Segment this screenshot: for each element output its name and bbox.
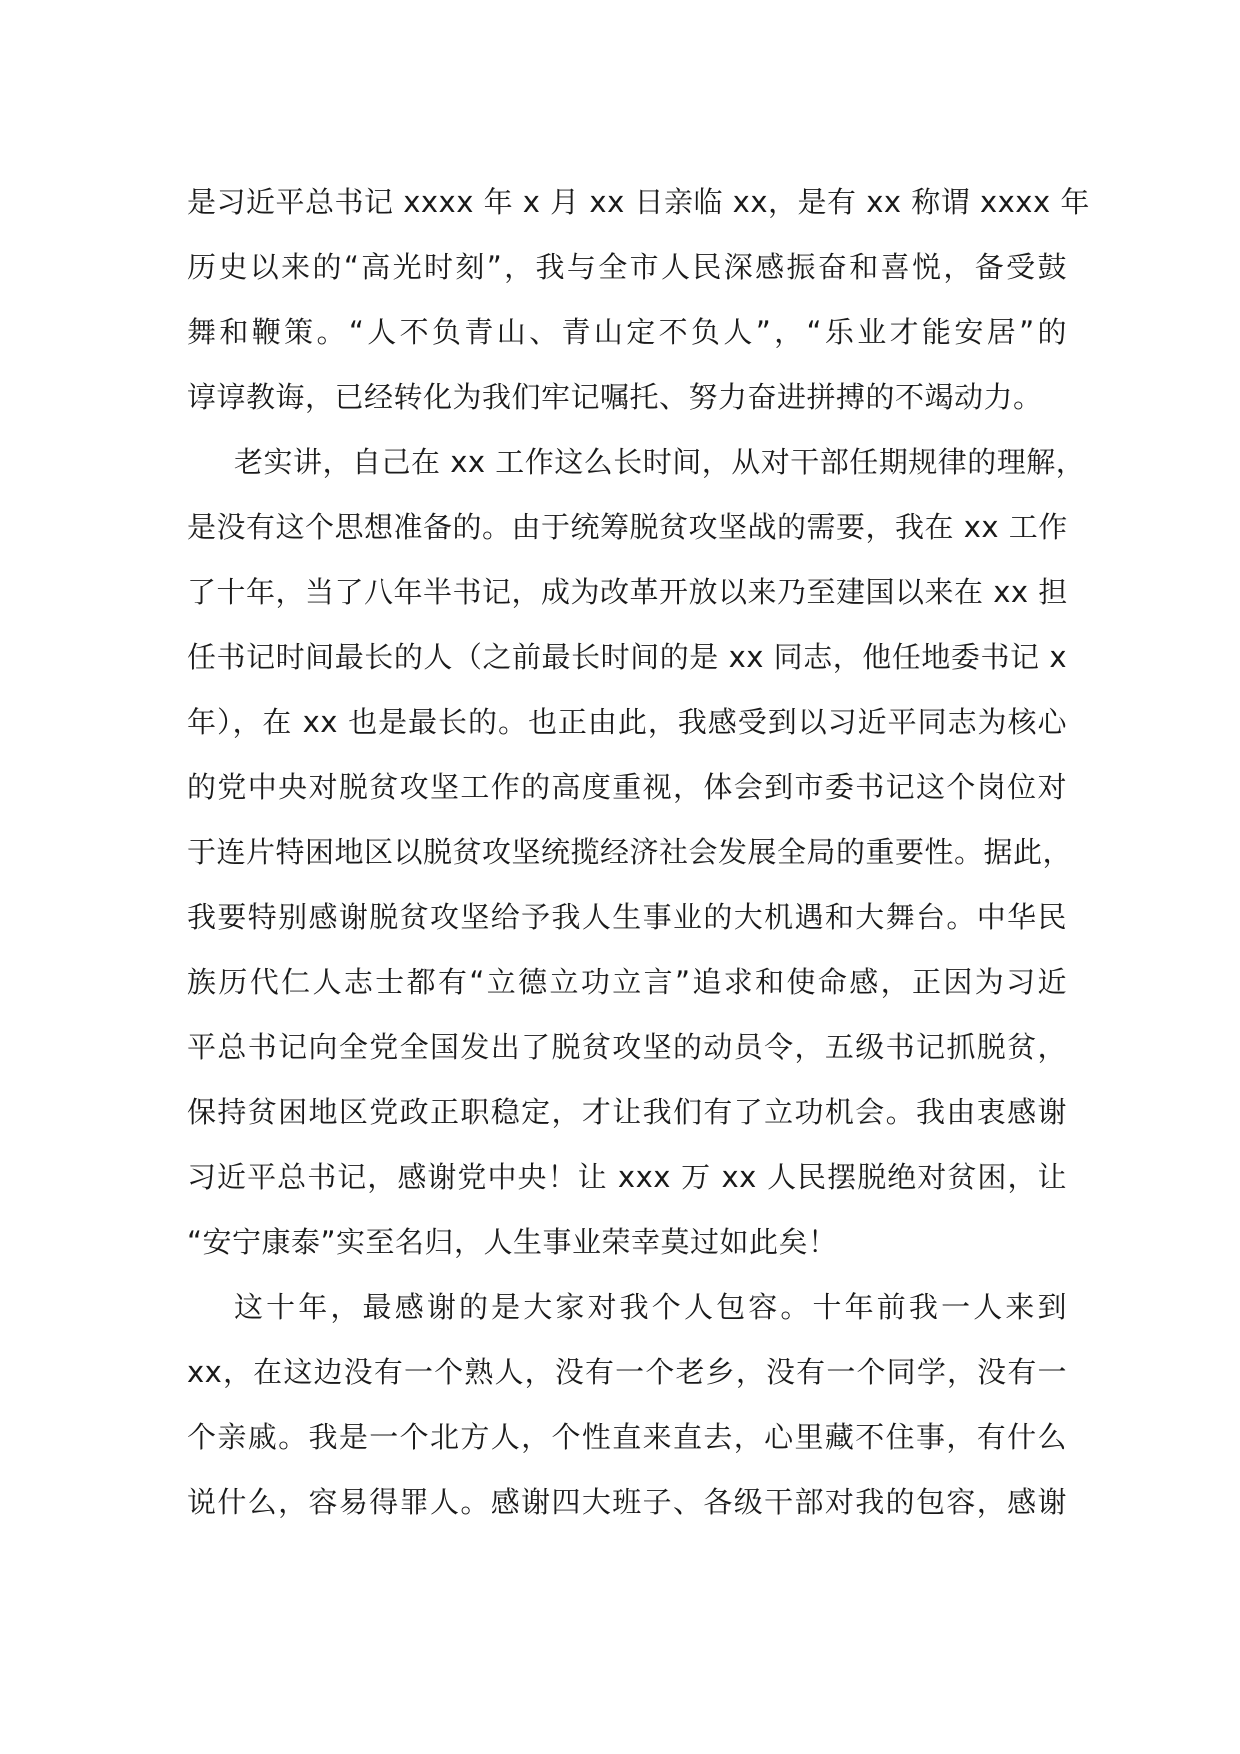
text-line: 说什么，容易得罪人。感谢四大班子、各级干部对我的包容，感谢 — [187, 1485, 1067, 1519]
text-line: 于连片特困地区以脱贫攻坚统揽经济社会发展全局的重要性。据此， — [187, 835, 1073, 869]
text-line: 保持贫困地区党政正职稳定，才让我们有了立功机会。我由衷感谢 — [187, 1095, 1067, 1129]
text-line: 我要特别感谢脱贫攻坚给予我人生事业的大机遇和大舞台。中华民 — [187, 900, 1067, 934]
text-line: 习近平总书记，感谢党中央！让 xxx 万 xx 人民摆脱绝对贫困，让 — [187, 1160, 1067, 1194]
text-line: 谆谆教诲，已经转化为我们牢记嘱托、努力奋进拼搏的不竭动力。 — [187, 380, 1043, 414]
text-line: 老实讲，自己在 xx 工作这么长时间，从对干部任期规律的理解， — [234, 445, 1086, 479]
text-line: “安宁康泰”实至名归，人生事业荣幸莫过如此矣！ — [187, 1225, 838, 1259]
text-line: 族历代仁人志士都有“立德立功立言”追求和使命感，正因为习近 — [187, 965, 1067, 999]
text-line: 年），在 xx 也是最长的。也正由此，我感受到以习近平同志为核心 — [187, 705, 1067, 739]
text-line: 平总书记向全党全国发出了脱贫攻坚的动员令，五级书记抓脱贫， — [187, 1030, 1067, 1064]
text-line: 任书记时间最长的人（之前最长时间的是 xx 同志，他任地委书记 x — [187, 640, 1067, 674]
text-line: 是没有这个思想准备的。由于统筹脱贫攻坚战的需要，我在 xx 工作 — [187, 510, 1068, 544]
paragraph — [187, 1275, 1067, 1535]
document-body — [187, 170, 1090, 1535]
text-line: 是习近平总书记 xxxx 年 x 月 xx 日亲临 xx，是有 xx 称谓 xxxx 年 — [187, 185, 1090, 219]
text-line: xx，在这边没有一个熟人，没有一个老乡，没有一个同学，没有一 — [187, 1355, 1067, 1389]
text-line: 个亲戚。我是一个北方人，个性直来直去，心里藏不住事，有什么 — [187, 1420, 1067, 1454]
text-line: 了十年，当了八年半书记，成为改革开放以来乃至建国以来在 xx 担 — [187, 575, 1068, 609]
text-line: 舞和鞭策。“人不负青山、青山定不负人”，“乐业才能安居”的 — [187, 315, 1067, 349]
text-line: 这十年，最感谢的是大家对我个人包容。十年前我一人来到 — [234, 1290, 1067, 1324]
text-line: 历史以来的“高光时刻”，我与全市人民深感振奋和喜悦，备受鼓 — [187, 250, 1067, 284]
paragraph — [187, 430, 1086, 1275]
paragraph — [187, 170, 1090, 430]
text-line: 的党中央对脱贫攻坚工作的高度重视，体会到市委书记这个岗位对 — [187, 770, 1067, 804]
